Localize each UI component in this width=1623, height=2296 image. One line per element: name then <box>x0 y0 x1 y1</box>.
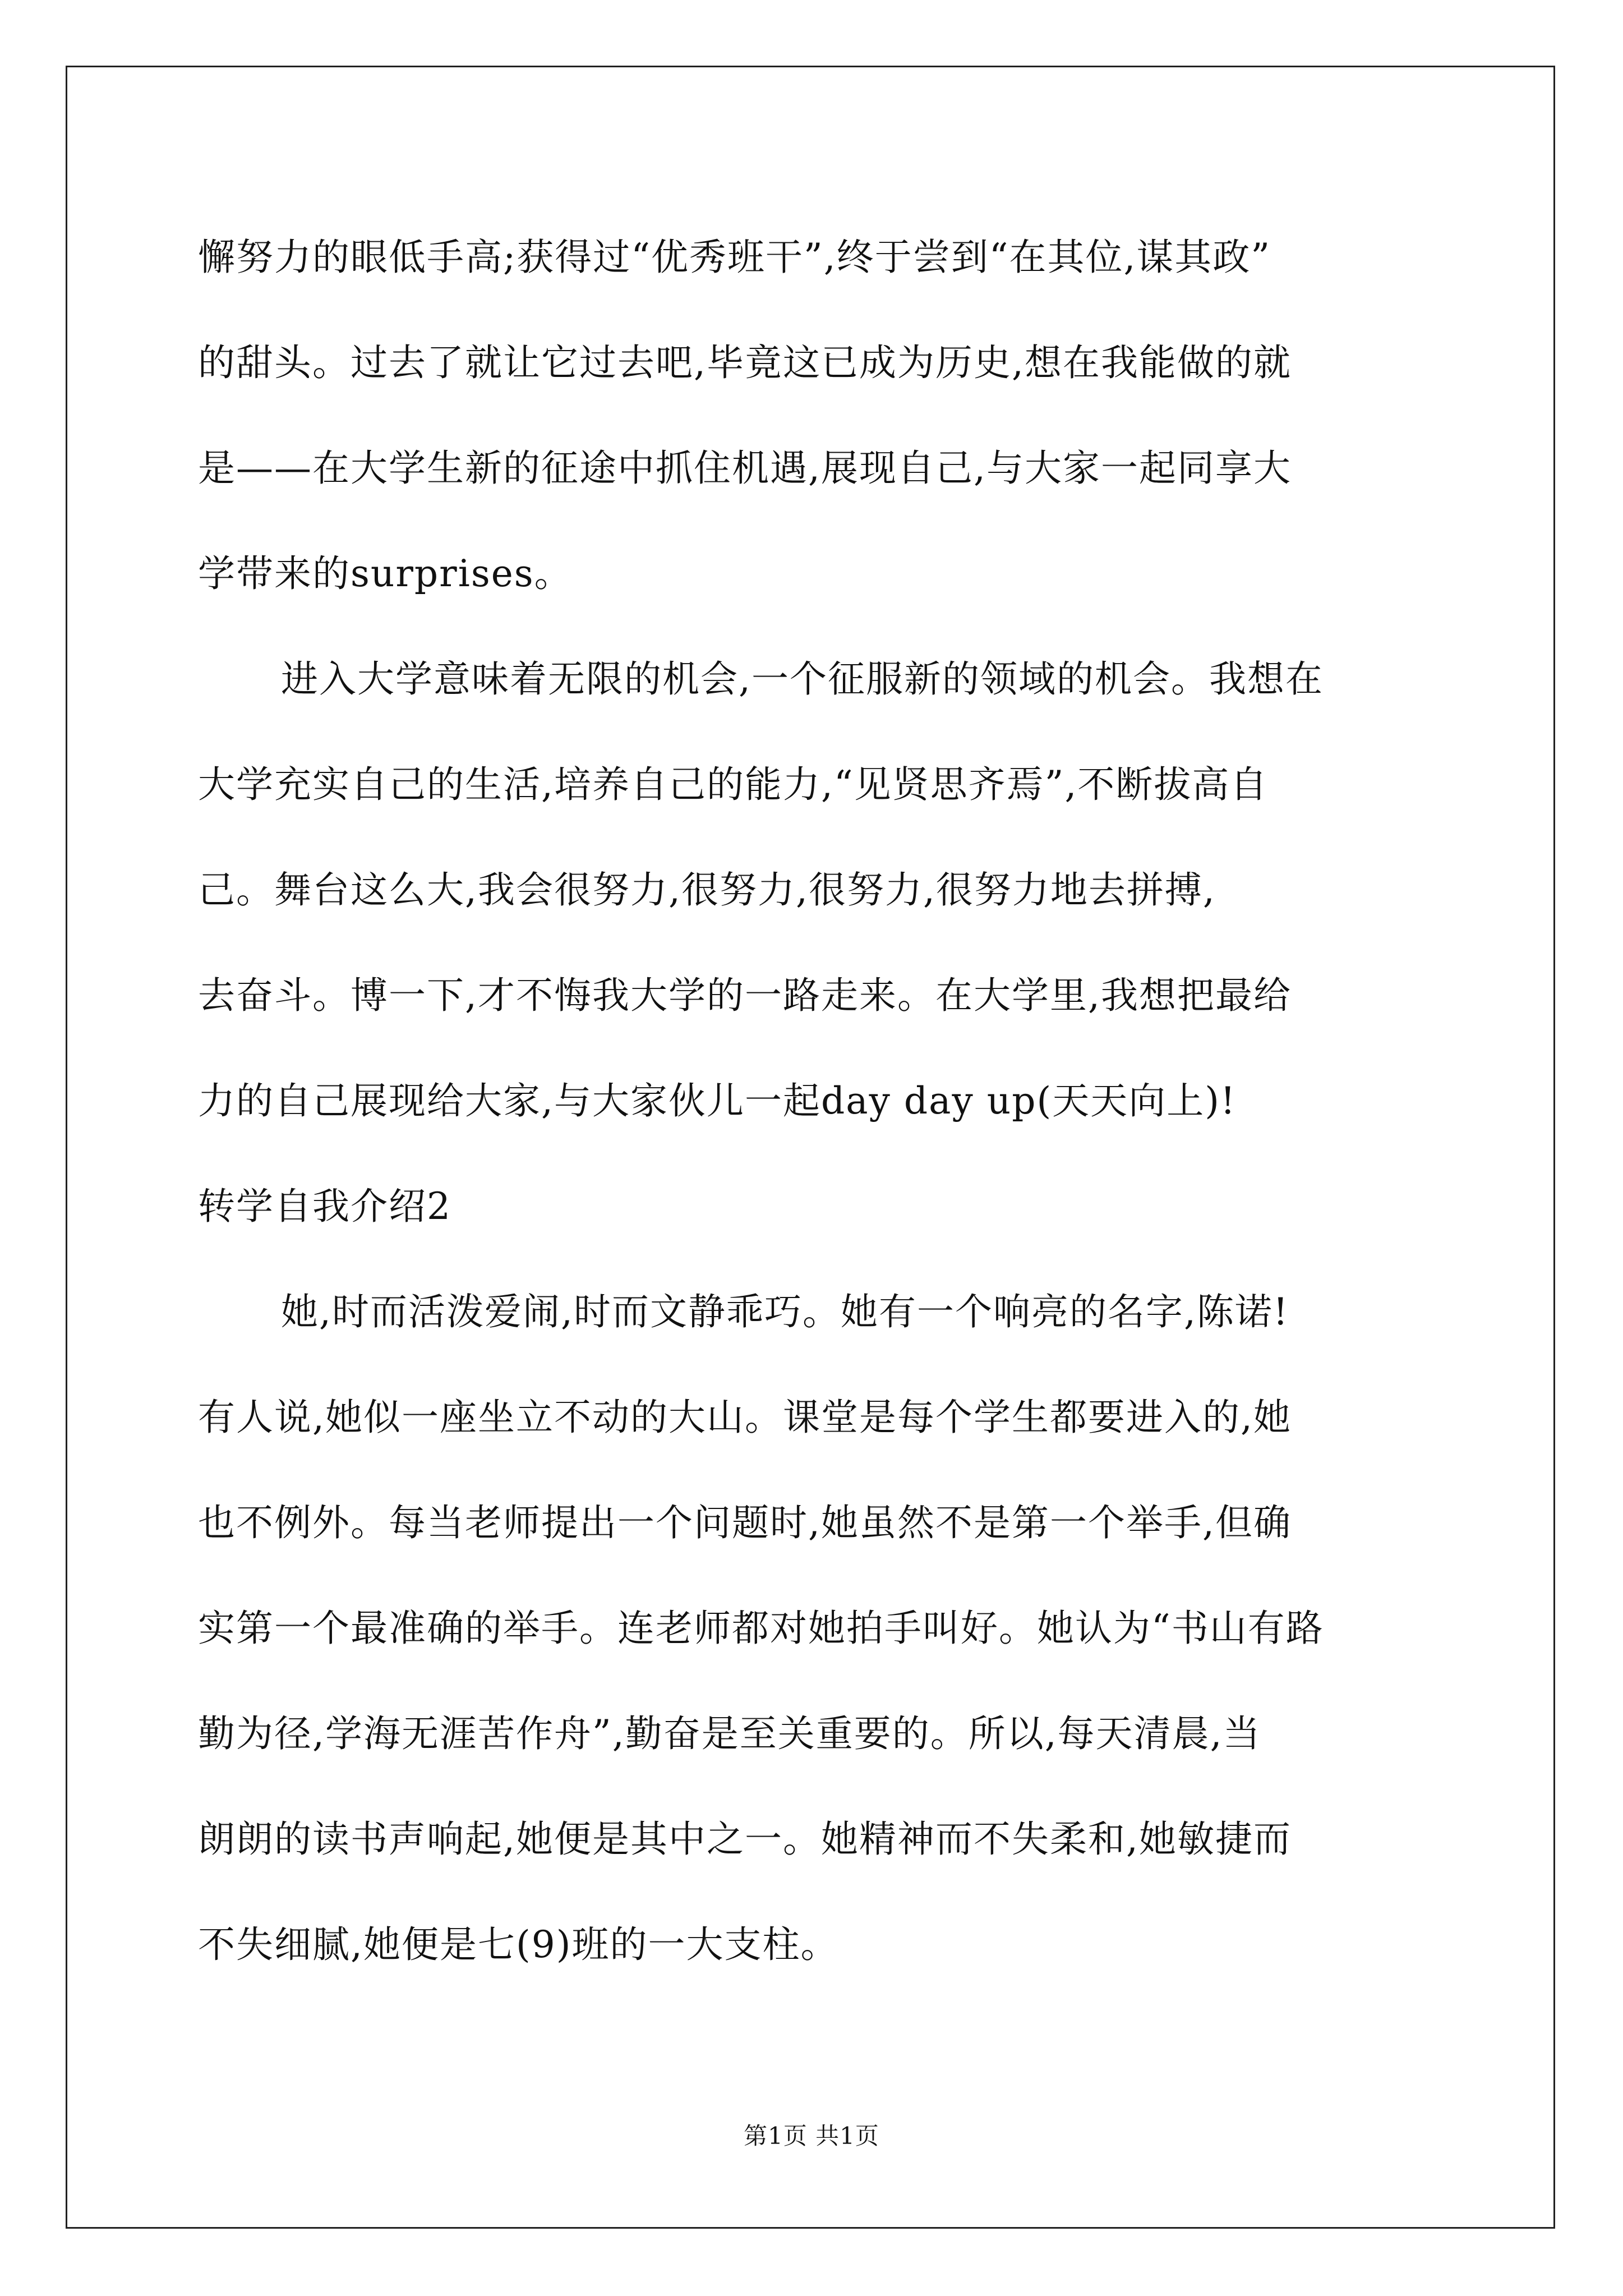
paragraph-start-line: 进入大学意味着无限的机会,一个征服新的领域的机会。我想在 <box>281 657 1324 701</box>
document-body <box>198 205 1432 1998</box>
text-line: 朗朗的读书声响起,她便是其中之一。她精神而不失柔和,她敏捷而 <box>198 1818 1292 1861</box>
text-line: 力的自己展现给大家,与大家伙儿一起day day up(天天向上)! <box>198 1079 1237 1122</box>
section-heading: 转学自我介绍2 <box>198 1185 451 1228</box>
text-line: 大学充实自己的生活,培养自己的能力,“见贤思齐焉”,不断拔高自 <box>198 763 1269 806</box>
text-line: 己。舞台这么大,我会很努力,很努力,很努力,很努力地去拼搏, <box>198 868 1216 912</box>
text-line: 也不例外。每当老师提出一个问题时,她虽然不是第一个举手,但确 <box>198 1501 1292 1544</box>
text-line: 是——在大学生新的征途中抓住机遇,展现自己,与大家一起同享大 <box>198 447 1292 490</box>
text-line: 的甜头。过去了就让它过去吧,毕竟这已成为历史,想在我能做的就 <box>198 341 1292 384</box>
text-line: 去奋斗。博一下,才不悔我大学的一路走来。在大学里,我想把最给 <box>198 974 1292 1017</box>
text-line: 懈努力的眼低手高;获得过“优秀班干”,终于尝到“在其位,谋其政” <box>198 236 1271 279</box>
text-line: 学带来的surprises。 <box>198 552 573 595</box>
text-line: 实第一个最准确的举手。连老师都对她拍手叫好。她认为“书山有路 <box>198 1607 1324 1650</box>
text-line: 有人说,她似一座坐立不动的大山。课堂是每个学生都要进入的,她 <box>198 1396 1292 1439</box>
text-line: 不失细腻,她便是七(9)班的一大支柱。 <box>198 1923 839 1966</box>
text-line: 勤为径,学海无涯苦作舟”,勤奋是至关重要的。所以,每天清晨,当 <box>198 1712 1261 1755</box>
page-number: 第1页 共1页 <box>744 2122 879 2150</box>
paragraph-start-line: 她,时而活泼爱闹,时而文静乖巧。她有一个响亮的名字,陈诺! <box>281 1290 1289 1333</box>
